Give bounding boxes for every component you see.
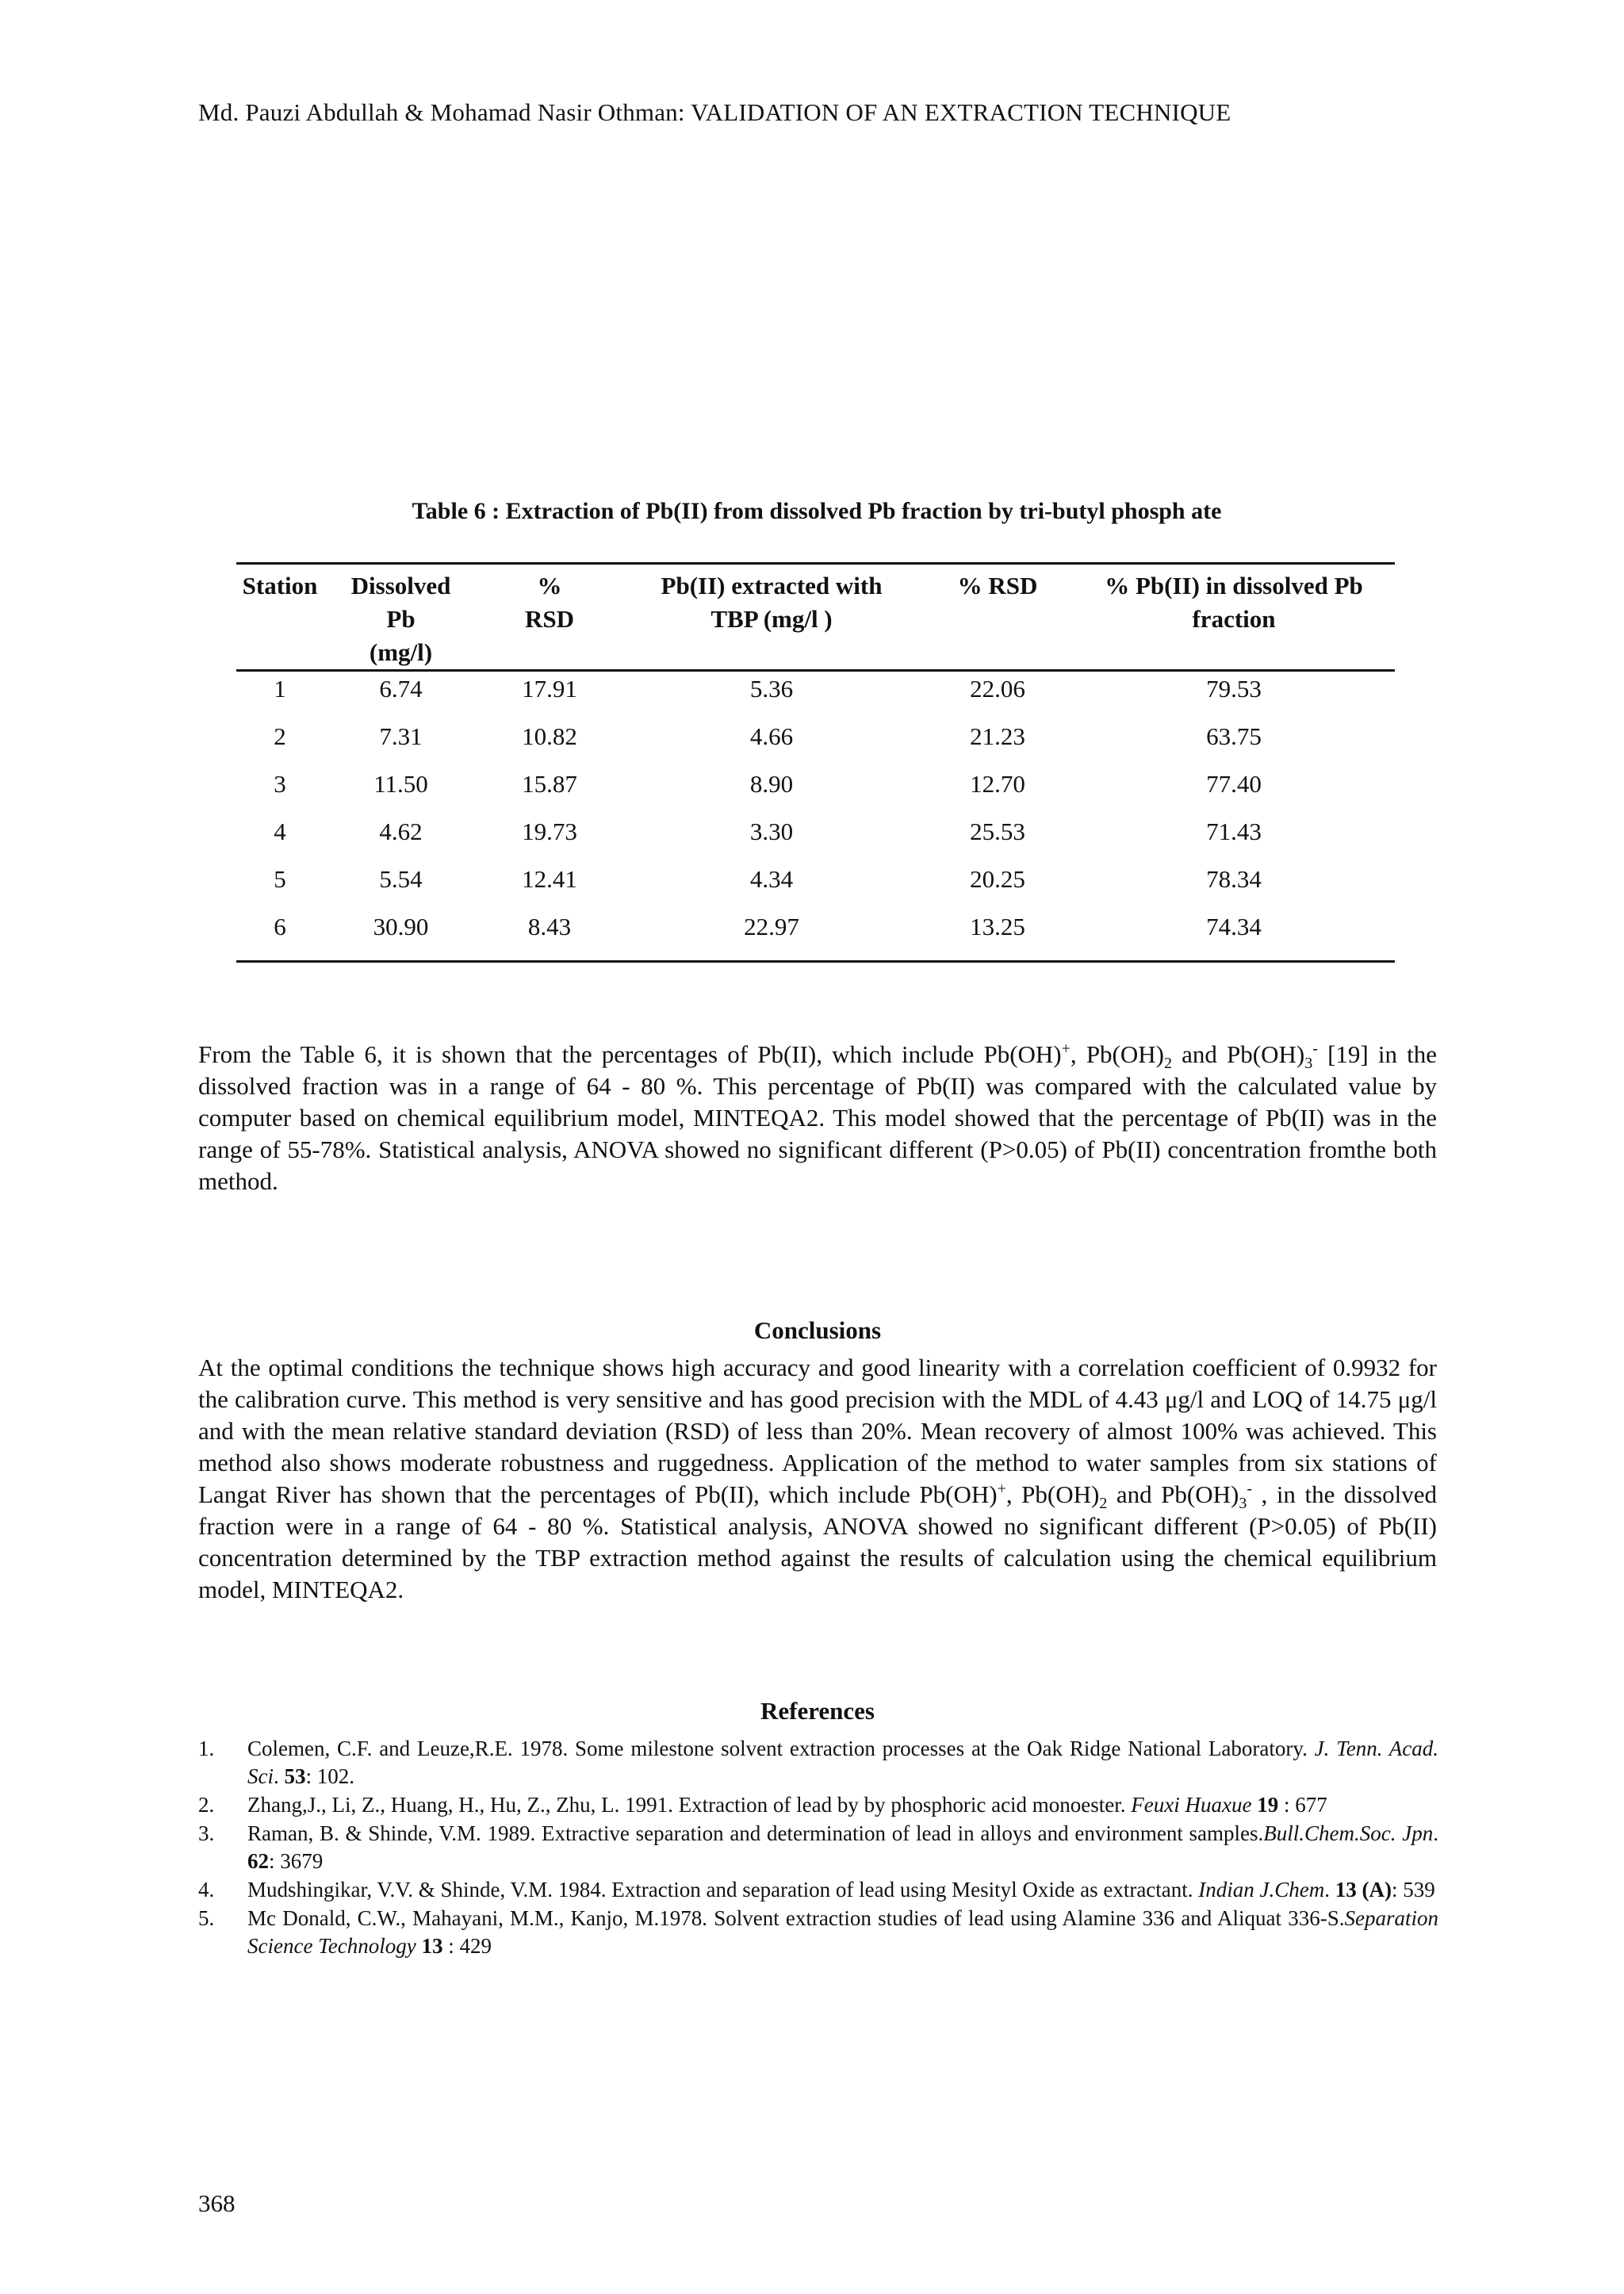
table-row [236, 719, 1395, 767]
cell-rsd: 15.87 [522, 770, 577, 798]
cell-rsd: 10.82 [522, 722, 577, 750]
conclusions-paragraph: At the optimal conditions the technique shows high accuracy and good linearity with a correlation coefficient of 0.9932 for the calibration curve. This method is very sensitive and has good precision with the MDL of 4.43 μg/l and LOQ of 14.75 μg/l and with the mean relative standard deviation (RSD) of less than 20%. Mean recovery of almost 100% was achieved. This method also shows moderate robustness and ruggedness. Application of the method to water samples from six stations of Langat River has shown that the percentages of Pb(II), which include Pb(OH)+, $Pb(OH)_2$ and $Pb(OH)_3^-$ , in the dissolved fraction were in a range of 64 - 80 %. Statistical analysis, ANOVA showed no significant different (P>0.05) of Pb(II) concentration determined by the TBP extraction method against the results of calculation using the chemical equilibrium model, MINTEQA2. [198, 1354, 1437, 1603]
reference-item: 5. Mc Donald, C.W., Mahayani, M.M., Kanjo, M.1978. Solvent extraction studies of lead using Alamine 336 and Aliquat 336-S.Separation Science Technology 13 : 429 [198, 1906, 1438, 1958]
cell-pb-fraction: 79.53 [1206, 675, 1262, 703]
cell-pb-extracted: 22.97 [744, 913, 799, 940]
cell-dissolved-pb: 6.74 [379, 675, 423, 703]
cell-station: 1 [274, 675, 286, 703]
reference-item: 1. Colemen, C.F. and Leuze,R.E. 1978. Some milestone solvent extraction processes at the Oak Ridge National Laboratory. J. Tenn. Acad. Sci. 53: 102. [198, 1737, 1438, 1788]
table-row [236, 814, 1395, 862]
cell-station: 3 [274, 770, 286, 798]
table-row [236, 671, 1395, 720]
cell-rsd: 8.43 [527, 913, 572, 940]
header-rsd: % RSD [524, 572, 574, 633]
cell-station: 2 [274, 722, 286, 750]
cell-rsd-extracted: 12.70 [970, 770, 1025, 798]
cell-rsd-extracted: 22.06 [970, 675, 1025, 703]
page-number: 368 [198, 2189, 236, 2217]
cell-pb-fraction: 78.34 [1206, 865, 1262, 893]
cell-rsd-extracted: 20.25 [970, 865, 1025, 893]
cell-pb-extracted: 4.34 [749, 865, 794, 893]
cell-rsd-extracted: 25.53 [970, 818, 1025, 845]
reference-item: 4. Mudshingikar, V.V. & Shinde, V.M. 1984. Extraction and separation of lead using Mesityl Oxide as extractant. Indian J.Chem. 13 (A): 539 [198, 1878, 1435, 1901]
table-row [236, 910, 1395, 962]
header-dissolved-pb: Dissolved Pb (mg/l) [350, 572, 451, 666]
cell-station: 6 [274, 913, 286, 940]
header-pb-fraction: % Pb(II) in dissolved Pb fraction [1105, 572, 1363, 633]
cell-station: 5 [274, 865, 286, 893]
table-row [236, 767, 1395, 814]
header-rsd-extracted: % RSD [957, 572, 1038, 599]
header-station: Station [242, 572, 318, 599]
cell-rsd-extracted: 21.23 [970, 722, 1025, 750]
cell-pb-fraction: 77.40 [1206, 770, 1262, 798]
cell-dissolved-pb: 5.54 [379, 865, 423, 893]
cell-pb-extracted: 5.36 [749, 675, 794, 703]
cell-pb-extracted: 4.66 [749, 722, 794, 750]
reference-item: 3. Raman, B. & Shinde, V.M. 1989. Extractive separation and determination of lead in alloys and environment samples.Bull.Chem.Soc. Jpn. 62: 3679 [198, 1821, 1438, 1873]
cell-rsd: 17.91 [522, 675, 577, 703]
cell-rsd-extracted: 13.25 [970, 913, 1025, 940]
running-head: Md. Pauzi Abdullah & Mohamad Nasir Othman: VALIDATION OF AN EXTRACTION TECHNIQUE [198, 98, 1231, 126]
cell-pb-fraction: 71.43 [1206, 818, 1262, 845]
cell-dissolved-pb: 4.62 [379, 818, 423, 845]
cell-rsd: 19.73 [522, 818, 577, 845]
cell-rsd: 12.41 [522, 865, 577, 893]
extraction-table [236, 562, 1395, 963]
table-caption: Table 6 : Extraction of Pb(II) from dissolved Pb fraction by tri-butyl phosph ate [412, 498, 1222, 524]
cell-pb-fraction: 63.75 [1206, 722, 1262, 750]
cell-pb-extracted: 8.90 [749, 770, 794, 798]
cell-dissolved-pb: 11.50 [373, 770, 428, 798]
references-list [198, 1735, 1438, 1961]
reference-item: 2. Zhang,J., Li, Z., Huang, H., Hu, Z., Zhu, L. 1991. Extraction of lead by by phosphoric acid monoester. Feuxi Huaxue 19 : 677 [198, 1793, 1327, 1817]
references-heading: References [760, 1697, 875, 1725]
cell-dissolved-pb: 30.90 [373, 913, 429, 940]
cell-station: 4 [274, 818, 286, 845]
cell-pb-fraction: 74.34 [1206, 913, 1262, 940]
header-pb-extracted: Pb(II) extracted with TBP (mg/l ) [661, 572, 883, 633]
cell-pb-extracted: 3.30 [749, 818, 794, 845]
table-row [236, 862, 1395, 910]
cell-dissolved-pb: 7.31 [379, 722, 423, 750]
conclusions-heading: Conclusions [753, 1316, 882, 1344]
discussion-paragraph: From the Table 6, it is shown that the percentages of Pb(II), which include Pb(OH)+, $Pb(OH)_2$ and $Pb(OH)_3^-$ [19] in the dissolved fraction was in a range of 64 - 80 %. This percentage of Pb(II) was compared with the calculated value by computer based on chemical equilibrium model, MINTEQA2. This model showed that the percentage of Pb(II) was in the range of 55-78%. Statistical analysis, ANOVA showed no significant different (P>0.05) of Pb(II) concentration fromthe both method. [198, 1040, 1438, 1195]
table-header-row [236, 564, 1395, 671]
